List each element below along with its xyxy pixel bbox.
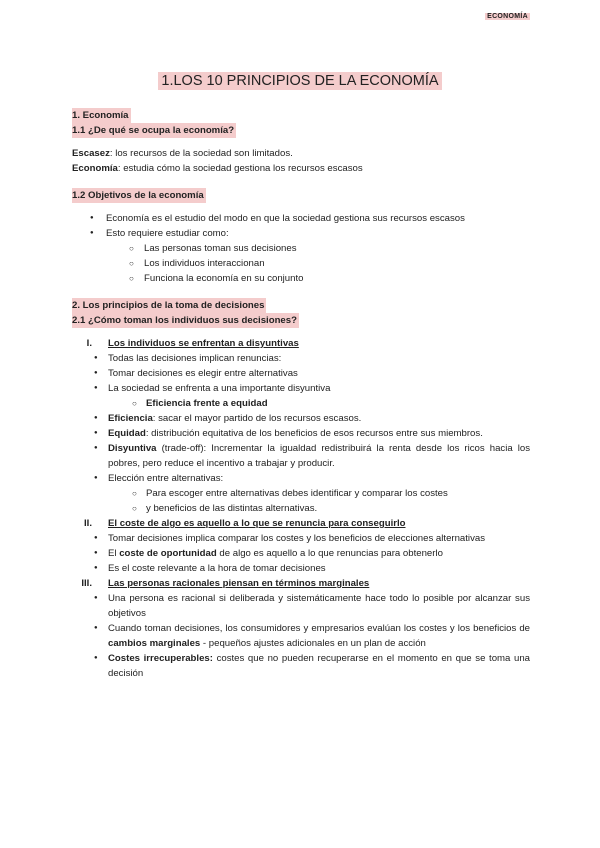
- principle-title: Las personas racionales piensan en términos marginales: [108, 578, 370, 589]
- term-escasez: Escasez: [72, 148, 110, 159]
- list-item: ● Tomar decisiones es elegir entre alternativas: [72, 366, 530, 381]
- term-equidad: Equidad: [108, 428, 146, 439]
- definition-economia-text: : estudia cómo la sociedad gestiona los recursos escasos: [117, 163, 363, 174]
- sub-list-item: [72, 396, 530, 411]
- list-item: [72, 546, 530, 561]
- principle-number: I.: [86, 338, 92, 349]
- principle-3: [72, 576, 530, 591]
- principle-1: [72, 336, 530, 351]
- list-item-text: de algo es aquello a lo que renuncias para obtenerlo: [216, 548, 443, 559]
- principle-title: Los individuos se enfrentan a disyuntivas: [108, 338, 299, 349]
- sub-list-item: ○ Para escoger entre alternativas debes identificar y comparar los costes: [72, 486, 530, 501]
- list-item-text: costes que no pueden recuperarse en el momento en que se toma una decisión: [108, 653, 530, 679]
- term-disyuntiva: Disyuntiva: [108, 443, 157, 454]
- list-item: [72, 621, 530, 651]
- list-item: ● Economía es el estudio del modo en que la sociedad gestiona sus recursos escasos: [72, 211, 530, 226]
- term-coste-oportunidad: coste de oportunidad: [119, 548, 217, 559]
- list-item: [72, 226, 530, 286]
- list-item-text: (trade-off): Incrementar la igualdad redistribuirá la renta desde los ricos hacia los pobres, pero reduce el incentivo a trabajar y producir.: [108, 443, 530, 469]
- sub-list-item: ○ y beneficios de las distintas alternativas.: [72, 501, 530, 516]
- list-item-text: - pequeños ajustes adicionales en un plan de acción: [200, 638, 426, 649]
- principle-2-list: [72, 531, 530, 576]
- sub-list-item: ○ Funciona la economía en su conjunto: [72, 271, 530, 286]
- list-item: [72, 651, 530, 681]
- page-title-text: 1.LOS 10 PRINCIPIOS DE LA ECONOMÍA: [158, 72, 441, 90]
- list-item: [72, 381, 530, 411]
- definition-escasez-text: : los recursos de la sociedad son limitados.: [109, 148, 293, 159]
- sub-list: [72, 486, 530, 516]
- list-item: ● Una persona es racional si deliberada y sistemáticamente hace todo lo posible por alcanzar sus objetivos: [72, 591, 530, 621]
- section-1-2-heading: 1.2 Objetivos de la economía: [72, 190, 204, 201]
- sub-list-item: ○ Los individuos interaccionan: [72, 256, 530, 271]
- sub-list-item-bold: Eficiencia frente a equidad: [146, 398, 268, 409]
- list-item: [72, 441, 530, 471]
- list-item-text: La sociedad se enfrenta a una importante disyuntiva: [108, 383, 331, 394]
- list-item-text: El: [108, 548, 120, 559]
- definition-escasez: [72, 146, 530, 161]
- header-tag: ECONOMÍA: [487, 13, 528, 20]
- objectives-list: [72, 211, 530, 286]
- document-body: [72, 108, 530, 681]
- list-item-text: Elección entre alternativas:: [108, 473, 224, 484]
- principle-title: El coste de algo es aquello a lo que se renuncia para conseguirlo: [108, 518, 406, 529]
- sub-list: [72, 241, 530, 286]
- list-item: [72, 411, 530, 426]
- list-item: ● Tomar decisiones implica comparar los costes y los beneficios de elecciones alternativas: [72, 531, 530, 546]
- term-economia: Economía: [72, 163, 118, 174]
- section-1-heading: 1. Economía: [72, 110, 129, 121]
- principle-number: II.: [84, 518, 92, 529]
- list-item-text: : distribución equitativa de los beneficios de esos recursos entre sus miembros.: [145, 428, 483, 439]
- principle-1-list: [72, 351, 530, 516]
- list-item-text: Esto requiere estudiar como:: [106, 228, 229, 239]
- term-costes-irrecuperables: Costes irrecuperables:: [108, 653, 213, 664]
- list-item: ● Es el coste relevante a la hora de tomar decisiones: [72, 561, 530, 576]
- sub-list-item: ○ Las personas toman sus decisiones: [72, 241, 530, 256]
- principle-number: III.: [81, 578, 92, 589]
- section-2-heading: 2. Los principios de la toma de decisiones: [72, 300, 265, 311]
- section-2-1-heading: 2.1 ¿Cómo toman los individuos sus decisiones?: [72, 315, 297, 326]
- principle-2: [72, 516, 530, 531]
- principle-3-list: [72, 591, 530, 681]
- list-item: [72, 426, 530, 441]
- list-item: [72, 471, 530, 516]
- section-1-1-heading: 1.1 ¿De qué se ocupa la economía?: [72, 125, 235, 136]
- list-item-text: Cuando toman decisiones, los consumidores y empresarios evalúan los costes y los beneficios de: [108, 623, 530, 634]
- list-item: ● Todas las decisiones implican renuncias:: [72, 351, 530, 366]
- sub-list: [72, 396, 530, 411]
- term-cambios-marginales: cambios marginales: [108, 638, 201, 649]
- term-eficiencia: Eficiencia: [108, 413, 153, 424]
- list-item-text: : sacar el mayor partido de los recursos escasos.: [152, 413, 362, 424]
- page-title: [0, 72, 600, 90]
- definition-economia: [72, 161, 530, 176]
